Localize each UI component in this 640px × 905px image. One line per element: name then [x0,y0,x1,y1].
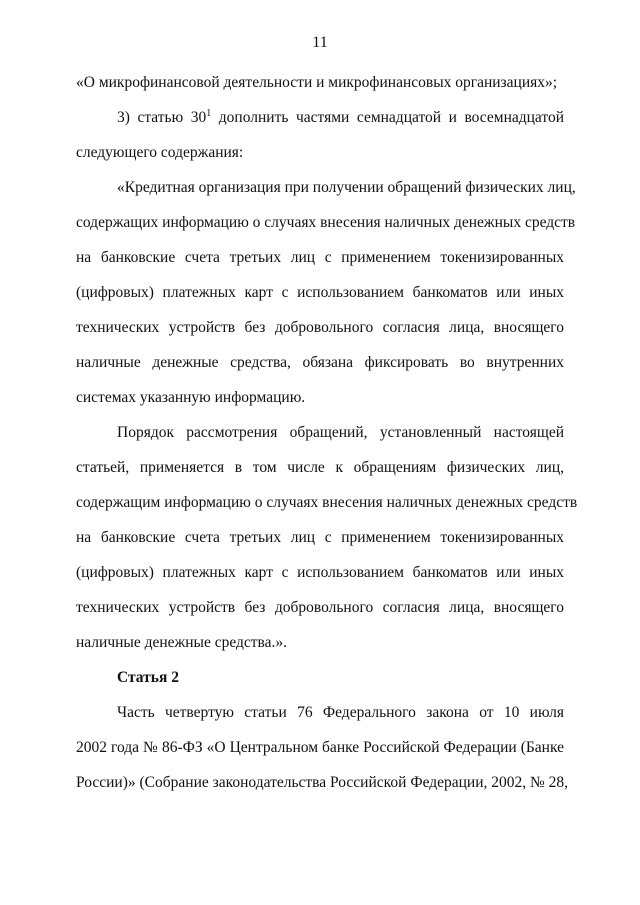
text-line: России)» (Собрание законодательства Российской Федерации, 2002, № 28, [76,774,569,791]
text-line: Часть четвертую статьи 76 Федерального закона от 10 июля [117,704,564,721]
text-line: системах указанную информацию. [76,389,306,406]
item-3-superscript: 1 [206,107,212,119]
item-3-prefix: 3) статью 30 [117,109,207,126]
text-line: на банковские счета третьих лиц с применением токенизированных [76,529,564,546]
item-3-rest: дополнить частями семнадцатой и восемнадцатой [218,109,565,126]
text-line: содержащих информацию о случаях внесения наличных денежных средств [76,214,576,231]
text-line: (цифровых) платежных карт с использованием банкоматов или иных [76,564,564,581]
text-line: технических устройств без добровольного согласия лица, вносящего [76,599,564,616]
text-line: наличные денежные средства, обязана фиксировать во внутренних [76,354,564,371]
text-line: «О микрофинансовой деятельности и микрофинансовых организациях»; [76,74,558,91]
text-line: содержащим информацию о случаях внесения наличных денежных средств [76,494,578,511]
text-line: следующего содержания: [76,144,244,161]
text-line: статьей, применяется в том числе к обращениям физических лиц, [76,459,564,476]
text-line: (цифровых) платежных карт с использованием банкоматов или иных [76,284,564,301]
text-line: 2002 года № 86-ФЗ «О Центральном банке Российской Федерации (Банке [76,739,564,756]
article-heading: Статья 2 [117,669,179,686]
text-line: наличные денежные средства.». [76,634,288,651]
text-line-item-3 [117,108,564,128]
text-line: на банковские счета третьих лиц с применением токенизированных [76,249,564,266]
text-line: «Кредитная организация при получении обращений физических лиц, [117,179,576,196]
text-line: технических устройств без добровольного согласия лица, вносящего [76,319,564,336]
page-number: 11 [312,34,328,51]
text-line: Порядок рассмотрения обращений, установленный настоящей [117,424,564,441]
